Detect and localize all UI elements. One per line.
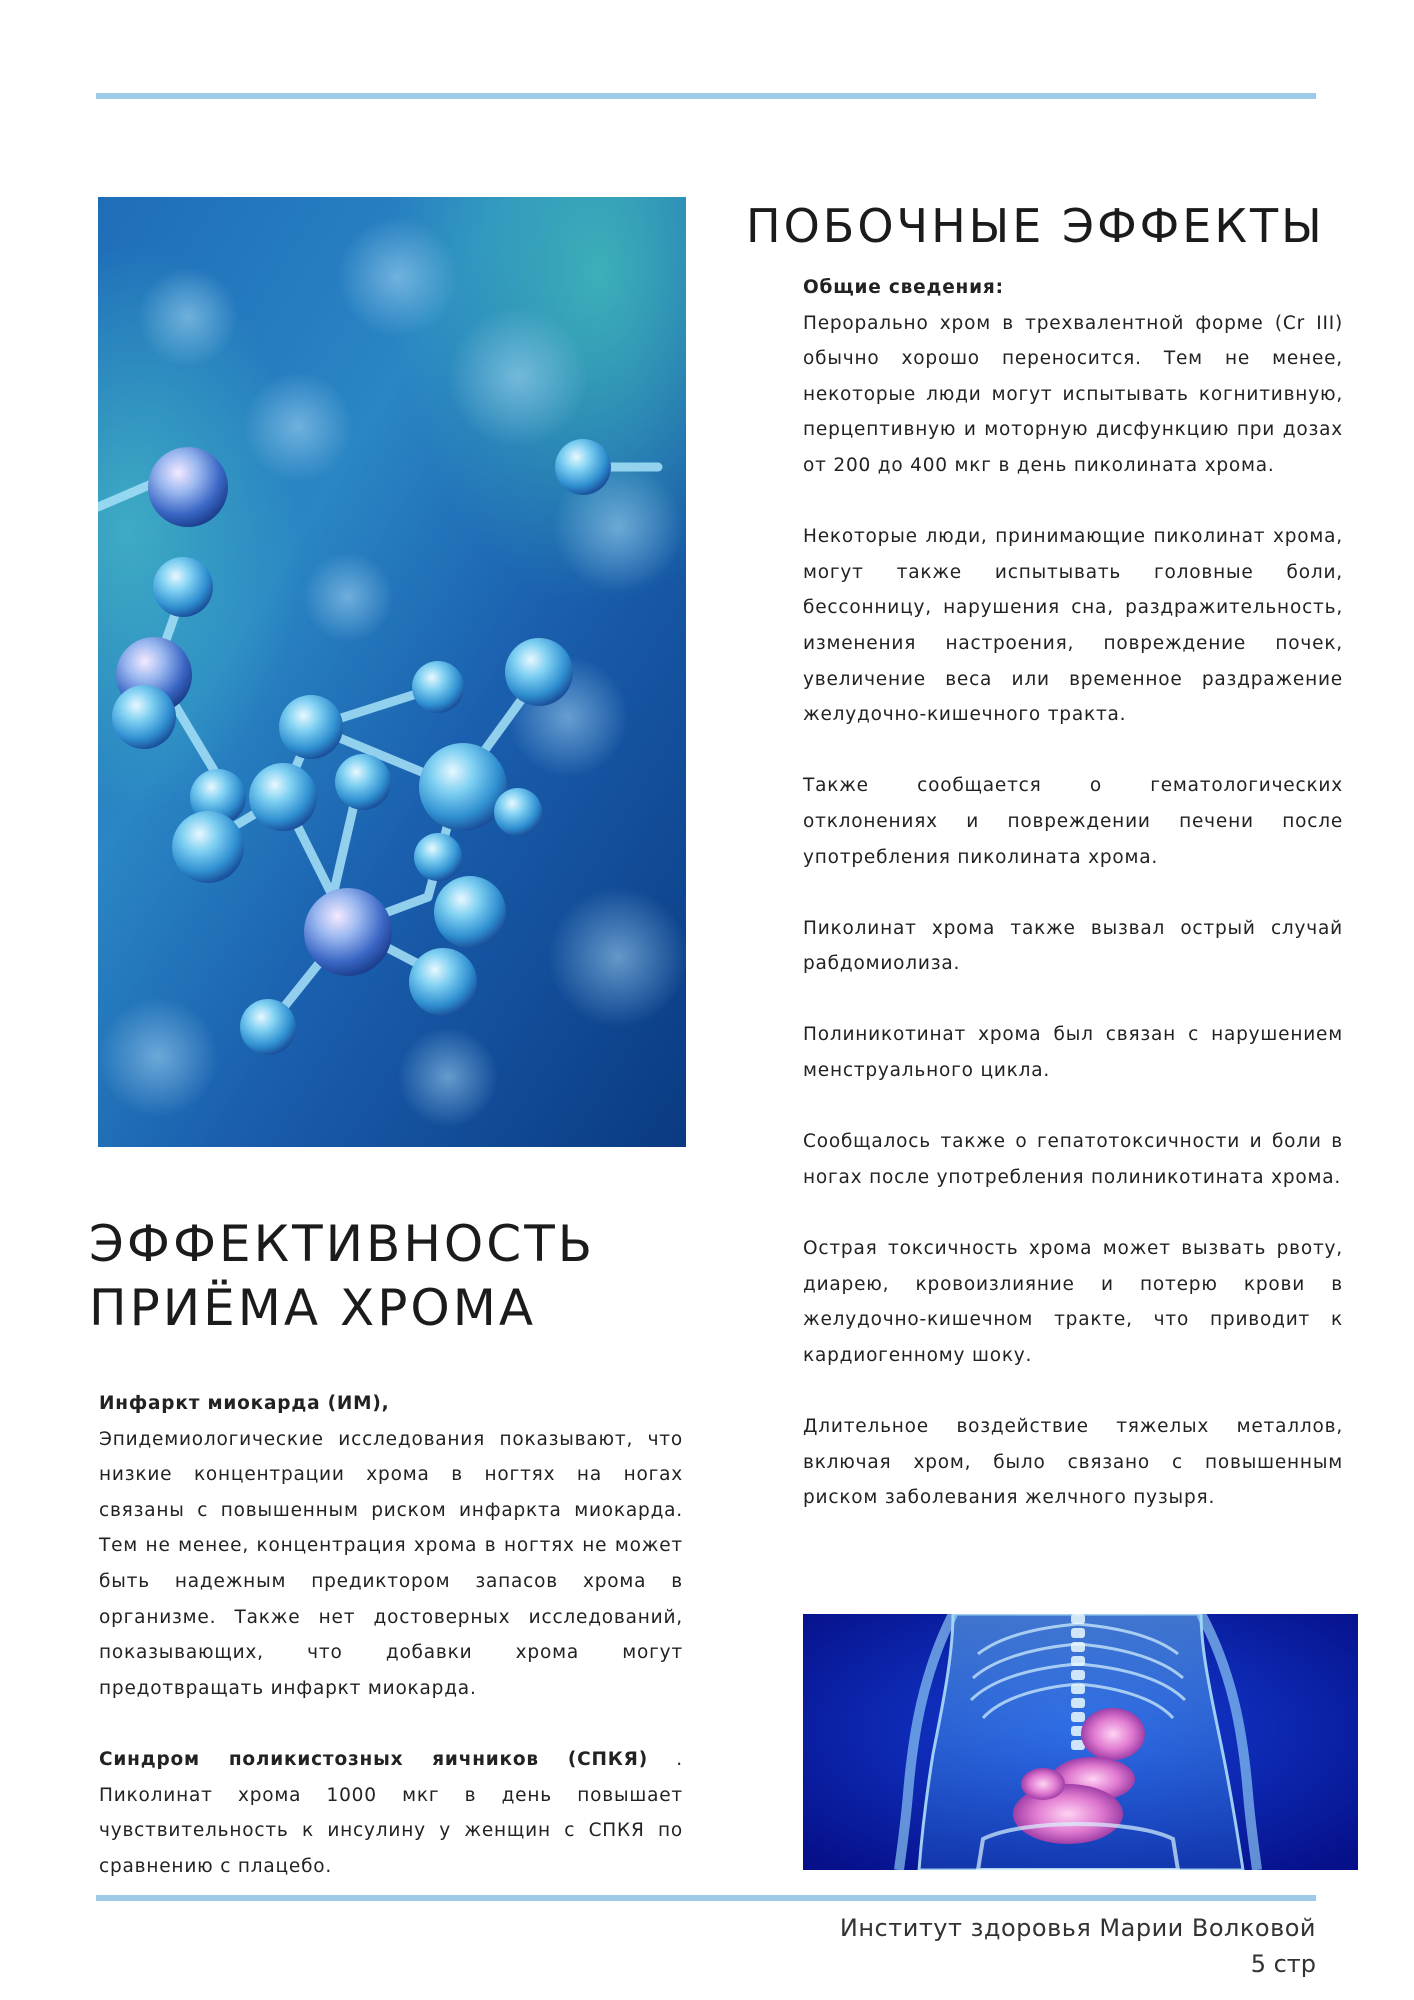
effectiveness-title-line1: ЭФФЕКТИВНОСТЬ (89, 1215, 596, 1273)
effectiveness-title (89, 1212, 689, 1340)
molecule-image (98, 197, 686, 1147)
pcos-heading: Синдром поликистозных яичников (СПКЯ) (99, 1748, 648, 1770)
side-effects-paragraph: Длительное воздействие тяжелых металлов, включая хром, было связано с повышенным риском заболевания желчного пузыря. (803, 1416, 1343, 1509)
side-effects-paragraph: Пиколинат хрома также вызвал острый случай рабдомиолиза. (803, 917, 1343, 975)
top-divider (96, 93, 1316, 99)
side-effects-paragraph: Острая токсичность хрома может вызвать рвоту, диарею, кровоизлияние и потерю крови в желудочно-кишечном тракте, что приводит к кардиогенному шоку. (803, 1238, 1343, 1366)
side-effects-paragraph: Также сообщается о гематологических отклонениях и повреждении печени после употребления пиколината хрома. (803, 775, 1343, 868)
side-effects-paragraph: Полиникотинат хрома был связан с нарушением менструального цикла. (803, 1024, 1343, 1082)
side-effects-paragraph: Сообщалось также о гепатотоксичности и боли в ногах после употребления полиникотината хрома. (803, 1131, 1343, 1188)
side-effects-title: ПОБОЧНЫЕ ЭФФЕКТЫ (746, 199, 1325, 253)
pcos-text: . Пиколинат хрома 1000 мкг в день повышает чувствительность к инсулину у женщин с СПКЯ по сравнению с плацебо. (99, 1748, 683, 1877)
side-effects-paragraph: Некоторые люди, принимающие пиколинат хрома, могут также испытывать головные боли, бессонницу, нарушения сна, раздражительность, изменения настроения, повреждение почек, увеличение веса или временное раздражение желудочно-кишечного тракта. (803, 526, 1343, 726)
side-effects-body (803, 270, 1343, 1551)
effectiveness-body (99, 1386, 683, 1884)
mi-text: Эпидемиологические исследования показывают, что низкие концентрации хрома в ногтях на ногах связаны с повышенным риском инфаркта миокарда. Тем не менее, концентрация хрома в ногтях не может быть надежным предиктором запасов хрома в организме. Также нет достоверных исследований, показывающих, что добавки хрома могут предотвращать инфаркт миокарда. (99, 1428, 683, 1699)
paragraph-gap (99, 1706, 683, 1742)
footer-organization: Институт здоровья Марии Волковой (839, 1914, 1316, 1942)
page-number: 5 стр (1250, 1950, 1316, 1978)
anatomy-image (803, 1614, 1358, 1870)
mi-heading: Инфаркт миокарда (ИМ), (99, 1393, 390, 1414)
effectiveness-title-line2: ПРИЁМА ХРОМА (89, 1279, 537, 1337)
pcos-paragraph (99, 1742, 683, 1884)
bottom-divider (96, 1895, 1316, 1901)
general-info-heading: Общие сведения: (803, 277, 1004, 298)
side-effects-paragraph: Перорально хром в трехвалентной форме (Cr III) обычно хорошо переносится. Тем не менее, некоторые люди могут испытывать когнитивную, перцептивную и моторную дисфункцию при дозах от 200 до 400 мкг в день пиколината хрома. (803, 312, 1343, 476)
